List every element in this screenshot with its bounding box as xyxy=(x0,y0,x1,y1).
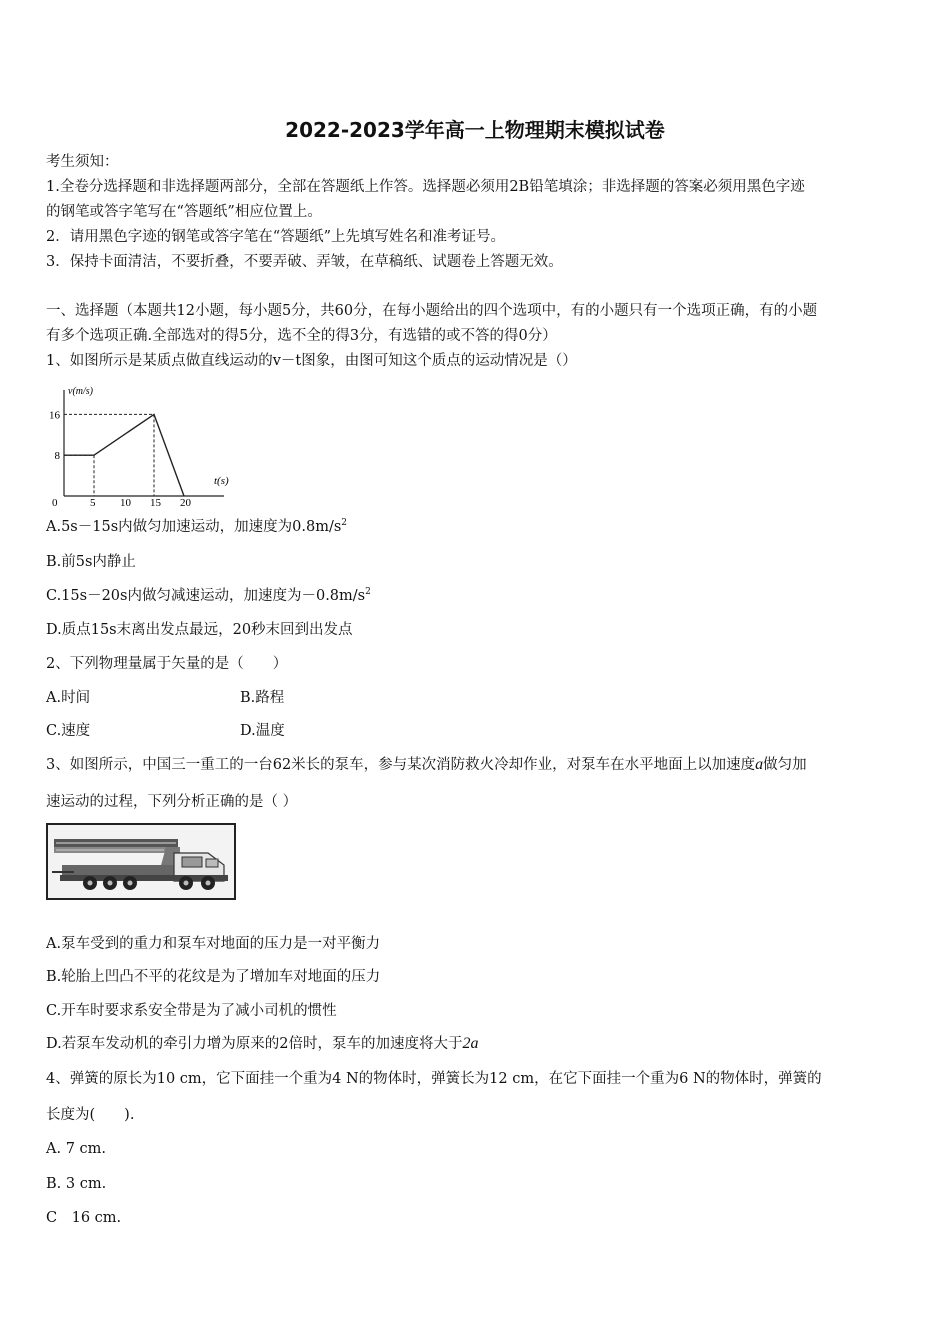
q4-stem-line-2: 长度为( ). xyxy=(46,1107,135,1123)
notice-item-1-line-2: 的钢笔或答字笔写在“答题纸”相应位置上。 xyxy=(46,204,322,220)
q3-stem-text-end: 做匀加 xyxy=(763,757,807,773)
pump-truck-image xyxy=(46,823,236,900)
q1-stem: 1、如图所示是某质点做直线运动的v－t图象，由图可知这个质点的运动情况是（） xyxy=(46,353,577,369)
q2-option-a[interactable]: A.时间 xyxy=(46,690,91,706)
q1-option-c[interactable] xyxy=(46,586,371,606)
q3-stem-line-1 xyxy=(46,755,807,775)
x-tick-0: 0 xyxy=(52,497,58,508)
y-tick-8: 8 xyxy=(54,450,60,463)
page-title: 2022-2023学年高一上物理期末模拟试卷 xyxy=(285,118,665,142)
notice-item-3: 3．保持卡面清洁，不要折叠，不要弄破、弄皱，在草稿纸、试题卷上答题无效。 xyxy=(46,254,563,270)
y-axis-label: v(m/s) xyxy=(68,386,93,397)
q1-option-b[interactable]: B.前5s内静止 xyxy=(46,554,136,570)
q3-option-d-symbol: 2a xyxy=(462,1035,479,1052)
x-tick-10: 10 xyxy=(120,497,131,508)
q1-option-d[interactable]: D.质点15s末离出发点最远，20秒末回到出发点 xyxy=(46,622,353,638)
x-tick-5: 5 xyxy=(90,497,96,508)
q1-option-a-exponent: 2 xyxy=(341,518,348,528)
q1-option-c-text: C.15s－20s内做匀减速运动，加速度为－0.8m/s xyxy=(46,588,366,604)
q3-option-c[interactable]: C.开车时要求系安全带是为了减小司机的惯性 xyxy=(46,1003,337,1019)
q1-option-a-text: A.5s－15s内做匀加速运动，加速度为0.8m/s xyxy=(46,519,342,535)
section-instruction-line-1: 一、选择题（本题共12小题，每小题5分，共60分，在每小题给出的四个选项中，有的小题只有一个选项正确，有的小题 xyxy=(46,303,818,319)
q3-option-d xyxy=(46,1034,478,1054)
notice-item-2: 2．请用黑色字迹的钢笔或答字笔在“答题纸”上先填写姓名和准考证号。 xyxy=(46,229,506,245)
q2-stem: 2、下列物理量属于矢量的是（ ） xyxy=(46,656,288,672)
q3-option-a[interactable]: A.泵车受到的重力和泵车对地面的压力是一对平衡力 xyxy=(46,936,381,952)
q1-option-a[interactable] xyxy=(46,517,347,537)
q4-option-b[interactable]: B. 3 cm. xyxy=(46,1176,107,1192)
q2-option-d[interactable]: D.温度 xyxy=(240,723,285,739)
section-instruction-line-2: 有多个选项正确.全部选对的得5分，选不全的得3分，有选错的或不答的得0分） xyxy=(46,328,557,344)
x-axis-label: t(s) xyxy=(214,475,229,487)
q3-option-d-text[interactable]: D.若泵车发动机的牵引力增为原来的2倍时，泵车的加速度将大于 xyxy=(46,1036,463,1052)
x-tick-20: 20 xyxy=(180,497,191,508)
notice-item-1-line-1: 1.全卷分选择题和非选择题两部分，全部在答题纸上作答。选择题必须用2B铅笔填涂；非选择题的答案必须用黑色字迹 xyxy=(46,179,805,195)
q4-stem-line-1: 4、弹簧的原长为10 cm，它下面挂一个重为4 N的物体时，弹簧长为12 cm，在它下面挂一个重为6 N的物体时，弹簧的 xyxy=(46,1071,822,1087)
q1-option-c-exponent: 2 xyxy=(365,587,371,597)
q3-stem-line-2: 速运动的过程，下列分析正确的是（ ） xyxy=(46,794,298,810)
x-tick-15: 15 xyxy=(150,497,161,508)
pump-truck-icon xyxy=(48,825,234,898)
q4-option-a[interactable]: A. 7 cm. xyxy=(46,1141,107,1157)
q3-acceleration-symbol: a xyxy=(755,756,764,773)
q2-option-c[interactable]: C.速度 xyxy=(46,723,91,739)
vt-graph xyxy=(40,378,250,508)
notice-heading: 考生须知： xyxy=(46,154,119,170)
q2-option-b[interactable]: B.路程 xyxy=(240,690,285,706)
q4-option-c[interactable]: C 16 cm. xyxy=(46,1210,122,1226)
q3-option-b[interactable]: B.轮胎上凹凸不平的花纹是为了增加车对地面的压力 xyxy=(46,969,381,985)
q3-stem-text: 3、如图所示，中国三一重工的一台62米长的泵车，参与某次消防救火冷却作业，对泵车在水平地面上以加速度 xyxy=(46,757,756,773)
y-tick-16: 16 xyxy=(49,409,60,422)
